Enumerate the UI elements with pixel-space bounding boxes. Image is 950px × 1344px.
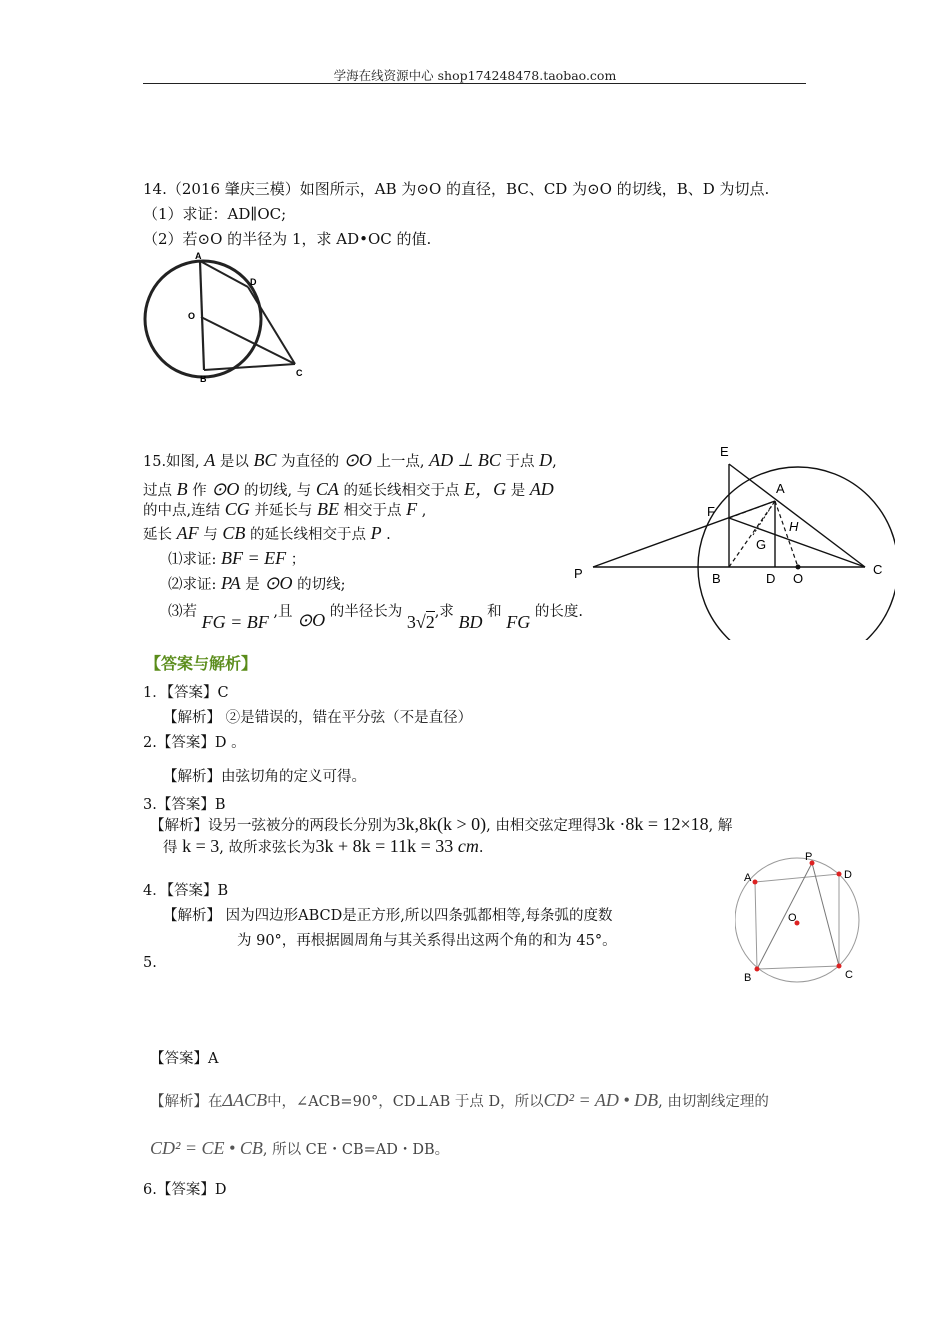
q14-stem: 14.（2016 肇庆三模）如图所示，AB 为⊙O 的直径，BC、CD 为⊙O 的切线，B、D 为切点. (143, 180, 770, 198)
q15-line4: 延长 AF 与 CB 的延长线相交于点 P . (143, 523, 391, 543)
a4-dot-c (837, 964, 842, 969)
a4-explain-2: 为 90°，再根据圆周角与其关系得出这两个角的和为 45°。 (237, 933, 617, 949)
a4-label-o: O (788, 912, 797, 924)
q15-label-g: G (756, 537, 767, 552)
q15-sub2: ⑵求证: PA 是 ⊙O 的切线; (168, 573, 346, 593)
q15-label-d: D (766, 571, 776, 586)
q15-label-b: B (712, 571, 721, 586)
a4-figure (735, 848, 865, 988)
a4-dot-a (753, 880, 758, 885)
q14-figure (140, 245, 315, 390)
q14-label-o: O (188, 311, 196, 321)
q15-label-e: E (720, 444, 729, 459)
q15-line3: 的中点,连结 CG 并延长与 BE 相交于点 F , (143, 499, 427, 519)
a4-dot-d (837, 872, 842, 877)
q14-diameter-ab (200, 261, 204, 370)
a4-label-b: B (744, 972, 752, 984)
q14-part2: （2）若⊙O 的半径为 1，求 AD•OC 的值. (143, 230, 432, 248)
q15-label-o: O (793, 571, 804, 586)
q15-label-c: C (873, 562, 883, 577)
q15-center-dot (796, 565, 801, 570)
page-header: 学海在线资源中心 shop174248478.taobao.com (333, 68, 617, 83)
a4-answer: 4．【答案】B (143, 883, 229, 899)
a5-explain-line1: 【解析】在ΔACB中，∠ACB=90°，CD⊥AB 于点 D，所以CD² = AD • DB, 由切割线定理的 (150, 1090, 769, 1110)
a4-label-a: A (744, 872, 752, 884)
q15-line-ec (729, 464, 865, 567)
a3-explain-line2: 得 k = 3, 故所求弦长为3k + 8k = 11k = 33 cm. (163, 836, 484, 856)
q15-line1: 15.如图, A 是以 BC 为直径的 ⊙O 上一点, AD ⊥ BC 于点 D, (143, 450, 557, 470)
q15-dash-ao (775, 501, 798, 567)
a1-explain: 【解析】 ②是错误的，错在平分弦（不是直径） (163, 710, 473, 726)
q15-line-pa (593, 501, 775, 567)
q15-label-f: F (707, 504, 715, 519)
a4-line-pc (812, 863, 839, 966)
a4-explain-1: 【解析】 因为四边形ABCD是正方形,所以四条弧都相等,每条弧的度数 (163, 908, 613, 924)
a5-number: 5. (143, 955, 157, 971)
a5-answer: 【答案】A (150, 1051, 219, 1067)
q14-part1: （1）求证：AD∥OC; (143, 205, 287, 223)
a2-answer: 2.【答案】D 。 (143, 735, 246, 751)
q15-sub3: ⑶若 FG = BF ,且 ⊙O 的半径长为 3√2,求 BD 和 FG 的长度. (168, 604, 583, 632)
q15-line2: 过点 B 作 ⊙O 的切线, 与 CA 的延长线相交于点 E，G 是 AD (143, 479, 554, 499)
q15-label-h: H (789, 519, 799, 534)
q14-tangent-bc (204, 364, 295, 370)
a4-label-p: P (805, 851, 813, 863)
q14-label-a: A (195, 251, 202, 261)
q15-label-a: A (776, 481, 785, 496)
a6-answer: 6.【答案】D (143, 1182, 227, 1198)
a1-answer: 1．【答案】C (143, 685, 229, 701)
a5-explain-line2: CD² = CE • CB, 所以 CE・CB=AD・DB。 (150, 1138, 450, 1158)
q14-label-c: C (296, 368, 303, 378)
q15-circle (698, 467, 895, 640)
a3-explain-line1: 【解析】设另一弦被分的两段长分别为3k,8k(k > 0), 由相交弦定理得3k ·8k = 12×18, 解 (150, 814, 733, 834)
q15-figure (565, 440, 895, 640)
q14-label-d: D (250, 277, 257, 287)
q14-label-b: B (200, 374, 207, 384)
q15-sub1: ⑴求证: BF = EF ； (168, 548, 306, 568)
a4-label-d: D (844, 869, 852, 881)
q15-label-p: P (574, 566, 583, 581)
a4-dot-b (755, 967, 760, 972)
a3-answer: 3.【答案】B (143, 797, 226, 813)
a2-explain: 【解析】由弦切角的定义可得。 (163, 769, 366, 785)
a4-circle (735, 858, 859, 982)
a4-label-c: C (845, 969, 853, 981)
header-rule (143, 83, 806, 84)
answers-title: 【答案与解析】 (145, 654, 258, 673)
